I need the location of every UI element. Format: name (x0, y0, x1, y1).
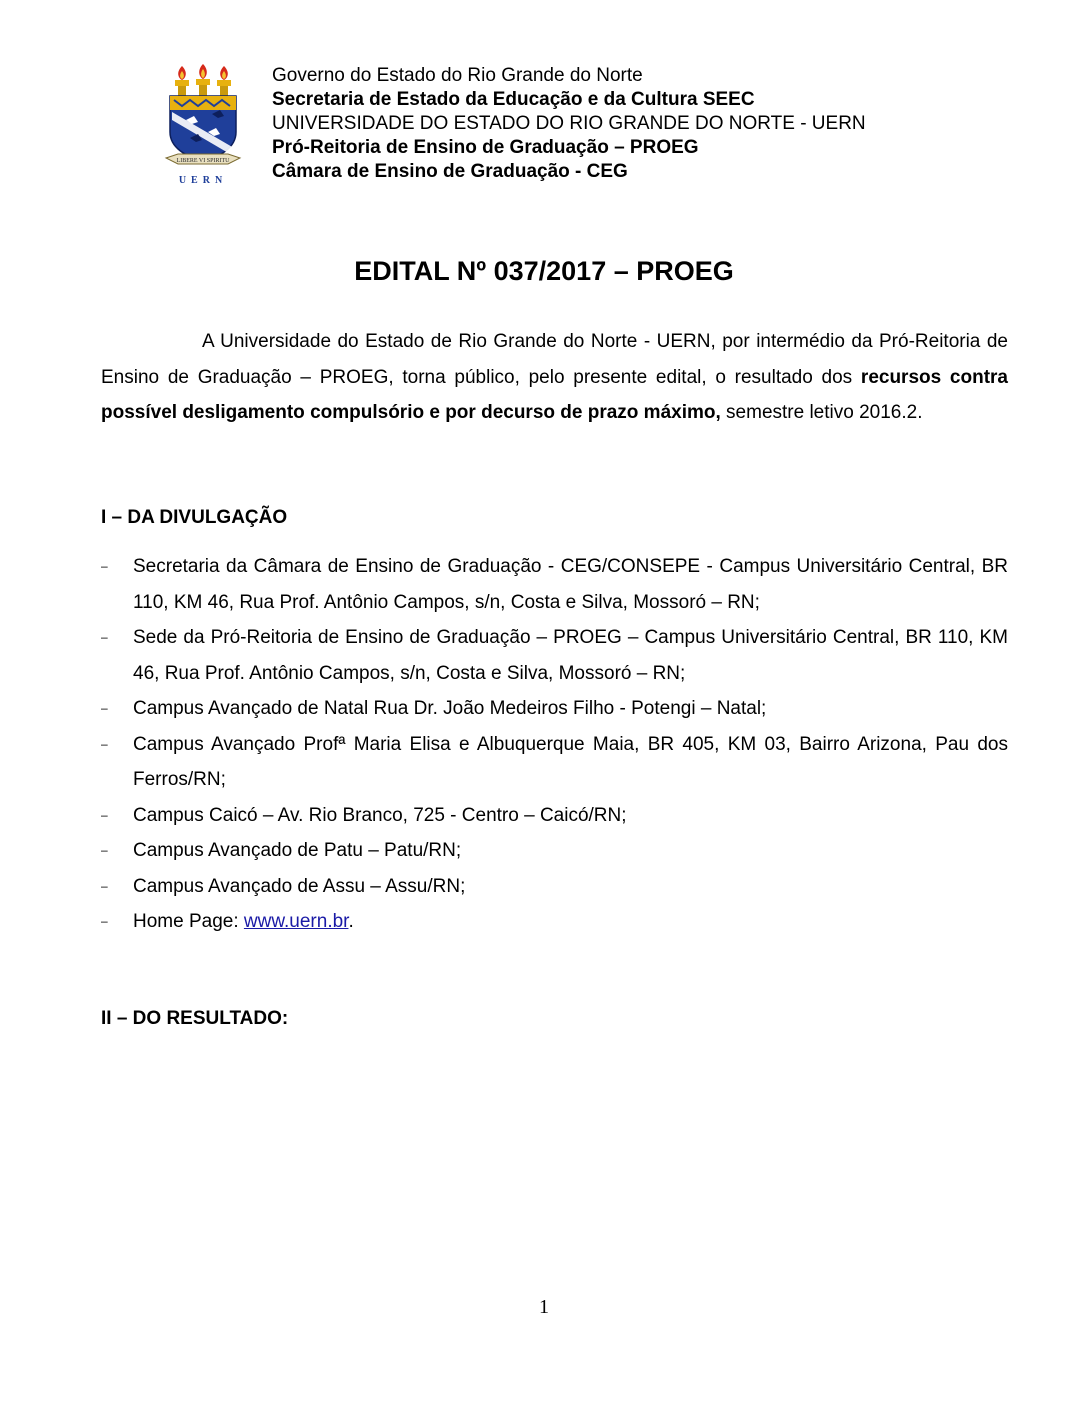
list-item-text: Secretaria da Câmara de Ensino de Graduação - CEG/CONSEPE - Campus Universitário Central, BR 110, KM 46, Rua Prof. Antônio Campos, s/n, Costa e Silva, Mossoró – RN; (133, 556, 1008, 613)
header-line-proeg: Pró-Reitoria de Ensino de Graduação – PROEG (272, 137, 699, 158)
list-item (101, 620, 1008, 691)
list-item (101, 727, 1008, 798)
list-bullet: – (101, 878, 108, 893)
intro-text-bold: recursos contra possível desligamento compulsório e por decurso de prazo máximo, (101, 366, 1008, 423)
list-item-text: Sede da Pró-Reitoria de Ensino de Graduação – PROEG – Campus Universitário Central, BR 110, KM 46, Rua Prof. Antônio Campos, s/n, Costa e Silva, Mossoró – RN; (133, 627, 1008, 684)
svg-text:LIBERE VI SPIRITU: LIBERE VI SPIRITU (176, 158, 230, 164)
header-line-university: UNIVERSIDADE DO ESTADO DO RIO GRANDE DO NORTE - UERN (272, 113, 866, 134)
list-bullet: – (101, 843, 108, 857)
list-bullet: – (101, 914, 108, 928)
list-bullet: – (101, 630, 108, 644)
section-heading-divulgacao: I – DA DIVULGAÇÃO (101, 507, 288, 528)
uern-coat-of-arms-icon (164, 62, 242, 186)
homepage-label: Home Page: (133, 911, 244, 932)
header-line-ceg: Câmara de Ensino de Graduação - CEG (272, 161, 628, 182)
institution-header (272, 64, 866, 184)
list-item-text: Campus Avançado de Patu – Patu/RN; (133, 840, 462, 861)
intro-text-part2: semestre letivo 2016.2. (720, 402, 923, 423)
header-line-government: Governo do Estado do Rio Grande do Norte (272, 65, 643, 86)
list-item (101, 691, 1008, 727)
list-bullet: – (101, 701, 108, 715)
document-title: EDITAL Nº 037/2017 – PROEG (354, 256, 734, 286)
header-line-secretariat: Secretaria de Estado da Educação e da Cultura SEEC (272, 89, 755, 110)
intro-text-part1: A Universidade do Estado de Rio Grande do Norte - UERN, por intermédio da Pró-Reitoria de Ensino de Graduação – PROEG, torna público, pelo presente edital, o resultado dos (101, 331, 1008, 388)
list-item-text: Campus Caicó – Av. Rio Branco, 725 - Centro – Caicó/RN; (133, 804, 627, 826)
list-item-text: Campus Avançado de Natal Rua Dr. João Medeiros Filho - Potengi – Natal; (133, 698, 767, 719)
list-item (101, 549, 1008, 620)
list-item-text: Campus Avançado Profª Maria Elisa e Albuquerque Maia, BR 405, KM 03, Bairro Arizona, Pau dos Ferros/RN; (133, 733, 1008, 790)
page-number: 1 (539, 1296, 549, 1318)
homepage-suffix: . (348, 911, 354, 932)
intro-paragraph (101, 324, 1008, 431)
list-item (101, 798, 1008, 834)
list-item-text: Campus Avançado de Assu – Assu/RN; (133, 875, 466, 897)
divulgation-list (101, 549, 1008, 940)
list-bullet: – (101, 559, 108, 573)
list-bullet: – (101, 736, 108, 751)
svg-text:UERN: UERN (178, 175, 228, 186)
list-item (101, 869, 1008, 905)
list-bullet: – (101, 807, 108, 822)
list-item (101, 833, 1008, 869)
section-heading-resultado: II – DO RESULTADO: (101, 1008, 289, 1029)
list-item-homepage (101, 904, 1008, 940)
homepage-link[interactable]: www.uern.br (243, 911, 349, 932)
